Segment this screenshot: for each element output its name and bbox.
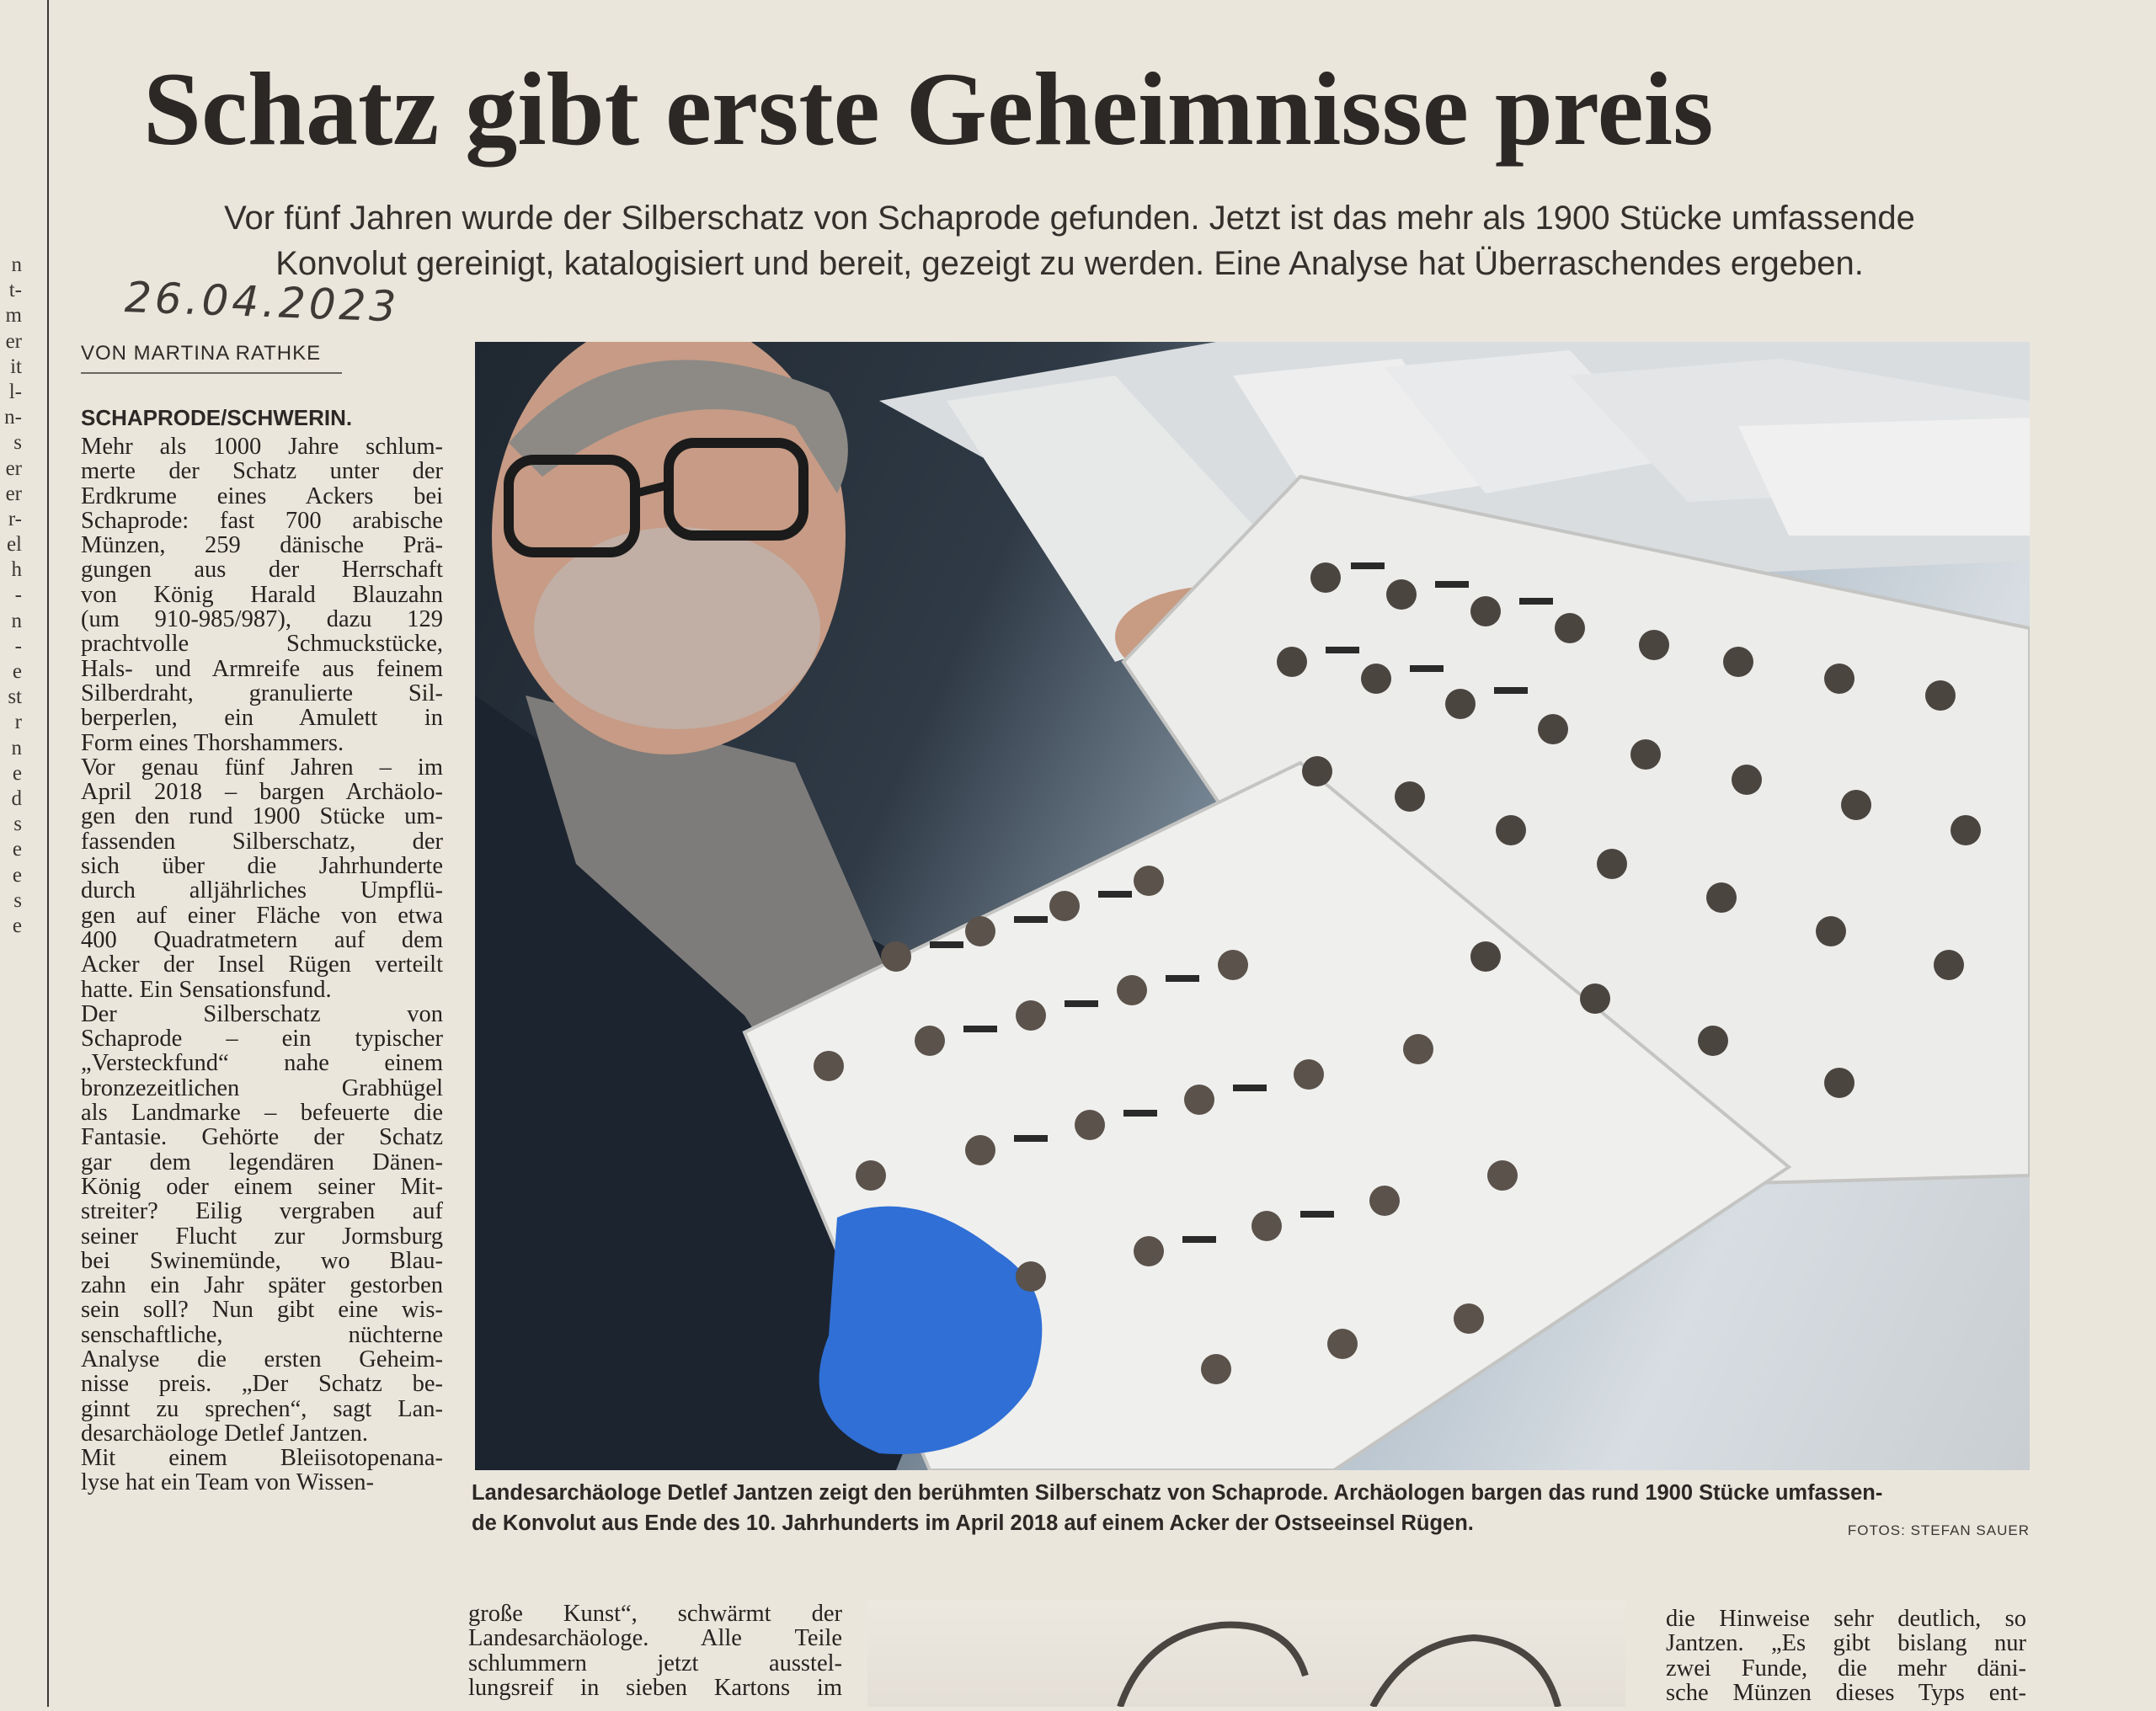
fragment-line: e	[12, 914, 22, 937]
text-line: Schaprode – ein typischer	[81, 1026, 443, 1053]
text-line: merte der Schatz unter der	[81, 458, 443, 485]
right-text-column	[1666, 1607, 2026, 1705]
text-line: berperlen, ein Amulett in	[81, 705, 443, 732]
text-line: senschaftliche, nüchterne	[81, 1321, 443, 1348]
text-line: nisse preis. „Der Schatz be-	[81, 1371, 443, 1398]
fragment-line: r	[14, 711, 22, 734]
text-line: Form eines Thorshammers.	[81, 729, 344, 756]
fragment-line: er	[5, 329, 22, 353]
fragment-line: s	[13, 888, 22, 912]
fragment-line: e	[12, 761, 22, 785]
fragment-line: n-	[4, 406, 22, 429]
text-line: bei Swinemünde, wo Blau-	[81, 1247, 443, 1274]
photo-credit: FOTOS: STEFAN SAUER	[1847, 1522, 2030, 1538]
fragment-line: n	[11, 736, 22, 760]
text-line: Schaprode: fast 700 arabische	[81, 507, 443, 534]
text-line: prachtvolle Schmuckstücke,	[81, 631, 443, 658]
fragment-line: el	[6, 533, 22, 557]
fragment-line: -	[14, 584, 22, 607]
text-line: April 2018 – bargen Archäolo-	[81, 779, 443, 806]
text-line: gar dem legendären Dänen-	[81, 1149, 443, 1175]
fragment-line: t-	[8, 279, 22, 302]
text-line: Analyse die ersten Geheim-	[81, 1346, 443, 1373]
text-line: Mit einem Bleiisotopenana-	[81, 1445, 443, 1472]
fragment-line: n	[11, 609, 22, 632]
subhead-line: Konvolut gereinigt, katalogisiert und bereit, gezeigt zu werden. Eine Analyse hat Überraschendes ergeben.	[275, 245, 1864, 282]
text-line: sich über die Jahrhunderte	[81, 853, 443, 880]
text-line: Mehr als 1000 Jahre schlum-	[81, 434, 443, 460]
text-line: ginnt zu sprechen“, sagt Lan-	[81, 1395, 443, 1422]
middle-column-body	[468, 1602, 842, 1700]
text-line: Der Silberschatz von	[81, 1000, 443, 1027]
text-line: große Kunst“, schwärmt der	[468, 1601, 842, 1627]
text-line: Silberdraht, granulierte Sil-	[81, 680, 443, 706]
article-subhead	[118, 195, 2021, 286]
photo-caption	[472, 1478, 2030, 1538]
text-line: König oder einem seiner Mit-	[81, 1173, 443, 1200]
fragment-line: e	[12, 863, 22, 887]
fragment-line: s	[13, 813, 22, 836]
text-line: seiner Flucht zur Jormsburg	[81, 1223, 443, 1250]
text-line: gen auf einer Fläche von etwa	[81, 902, 443, 929]
text-line: streiter? Eilig vergraben auf	[81, 1198, 443, 1225]
photo-illustration	[475, 342, 2030, 1470]
text-line: schlummern jetzt ausstel-	[468, 1650, 842, 1676]
fragment-line: er	[5, 482, 22, 505]
text-line: „Versteckfund“ nahe einem	[81, 1050, 443, 1077]
text-line: Münzen, 259 dänische Prä-	[81, 532, 443, 559]
fragment-line: er	[5, 456, 22, 480]
fragment-line: r-	[8, 507, 22, 530]
text-line: als Landmarke – befeuerte die	[81, 1100, 443, 1127]
fragment-line: st	[8, 685, 22, 709]
text-line: sche Münzen dieses Typs ent-	[1666, 1679, 2026, 1706]
fragment-line: e	[12, 660, 22, 683]
fragment-line: -	[14, 634, 22, 658]
right-column-body	[1666, 1607, 2026, 1705]
fragment-line: n	[11, 253, 22, 276]
text-line: von König Harald Blauzahn	[81, 581, 443, 608]
text-line: gungen aus der Herrschaft	[81, 557, 443, 584]
byline: VON MARTINA RATHKE	[81, 342, 342, 374]
column-divider	[47, 0, 49, 1707]
fragment-line: it	[10, 354, 22, 378]
subhead-line: Vor fünf Jahren wurde der Silberschatz von Schaprode gefunden. Jetzt ist das mehr als 1900 Stücke umfassende	[224, 200, 1915, 237]
text-line: Vor genau fünf Jahren – im	[81, 754, 443, 781]
article-photo	[475, 342, 2030, 1470]
jewelry-sketch	[867, 1600, 1625, 1707]
text-line: zwei Funde, die mehr däni-	[1666, 1655, 2026, 1682]
jewelry-illustration-top	[867, 1600, 1625, 1707]
text-line: Landesarchäologe. Alle Teile	[468, 1625, 842, 1652]
fragment-line: m	[5, 304, 22, 328]
text-line: Jantzen. „Es gibt bislang nur	[1666, 1630, 2026, 1657]
fragment-line: d	[11, 786, 22, 810]
fragment-line: s	[13, 431, 22, 455]
handwritten-date: 26.04.2023	[124, 273, 401, 332]
text-line: sein soll? Nun gibt eine wis-	[81, 1297, 443, 1324]
fragment-line: l-	[8, 380, 22, 403]
text-line: hatte. Ein Sensationsfund.	[81, 976, 332, 1003]
text-line: (um 910-985/987), dazu 129	[81, 606, 443, 633]
text-line: Erdkrume eines Ackers bei	[81, 482, 443, 509]
caption-line: de Konvolut aus Ende des 10. Jahrhunderts im April 2018 auf einem Acker der Ostseeinsel Rügen.	[472, 1511, 1474, 1535]
fragment-line: e	[12, 838, 22, 861]
neighbor-column-fragments	[0, 253, 25, 939]
text-line: zahn ein Jahr später gestorben	[81, 1272, 443, 1299]
text-line: bronzezeitlichen Grabhügel	[81, 1074, 443, 1101]
article-headline: Schatz gibt erste Geheimnisse preis	[143, 51, 1714, 167]
left-column-body	[81, 434, 443, 1495]
text-line: gen den rund 1900 Stücke um-	[81, 803, 443, 830]
text-line: desarchäologe Detlef Jantzen.	[81, 1420, 369, 1447]
text-line: lyse hat ein Team von Wissen-	[81, 1469, 375, 1496]
text-line: Hals- und Armreife aus feinem	[81, 655, 443, 682]
caption-line: Landesarchäologe Detlef Jantzen zeigt den berühmten Silberschatz von Schaprode. Archäologen bargen das rund 1900 Stücke umfassen-	[472, 1481, 1883, 1505]
text-line: fassenden Silberschatz, der	[81, 828, 443, 855]
text-line: Acker der Insel Rügen verteilt	[81, 951, 443, 978]
text-line: Fantasie. Gehörte der Schatz	[81, 1124, 443, 1151]
text-line: durch alljährliches Umpflü-	[81, 877, 443, 904]
text-line: 400 Quadratmetern auf dem	[81, 926, 443, 953]
dateline: SCHAPRODE/SCHWERIN.	[81, 405, 353, 430]
text-line: lungsreif in sieben Kartons im	[468, 1674, 842, 1701]
fragment-line: h	[11, 558, 22, 582]
left-text-column	[81, 401, 443, 1495]
text-line: die Hinweise sehr deutlich, so	[1666, 1606, 2026, 1632]
middle-text-column	[468, 1602, 842, 1700]
